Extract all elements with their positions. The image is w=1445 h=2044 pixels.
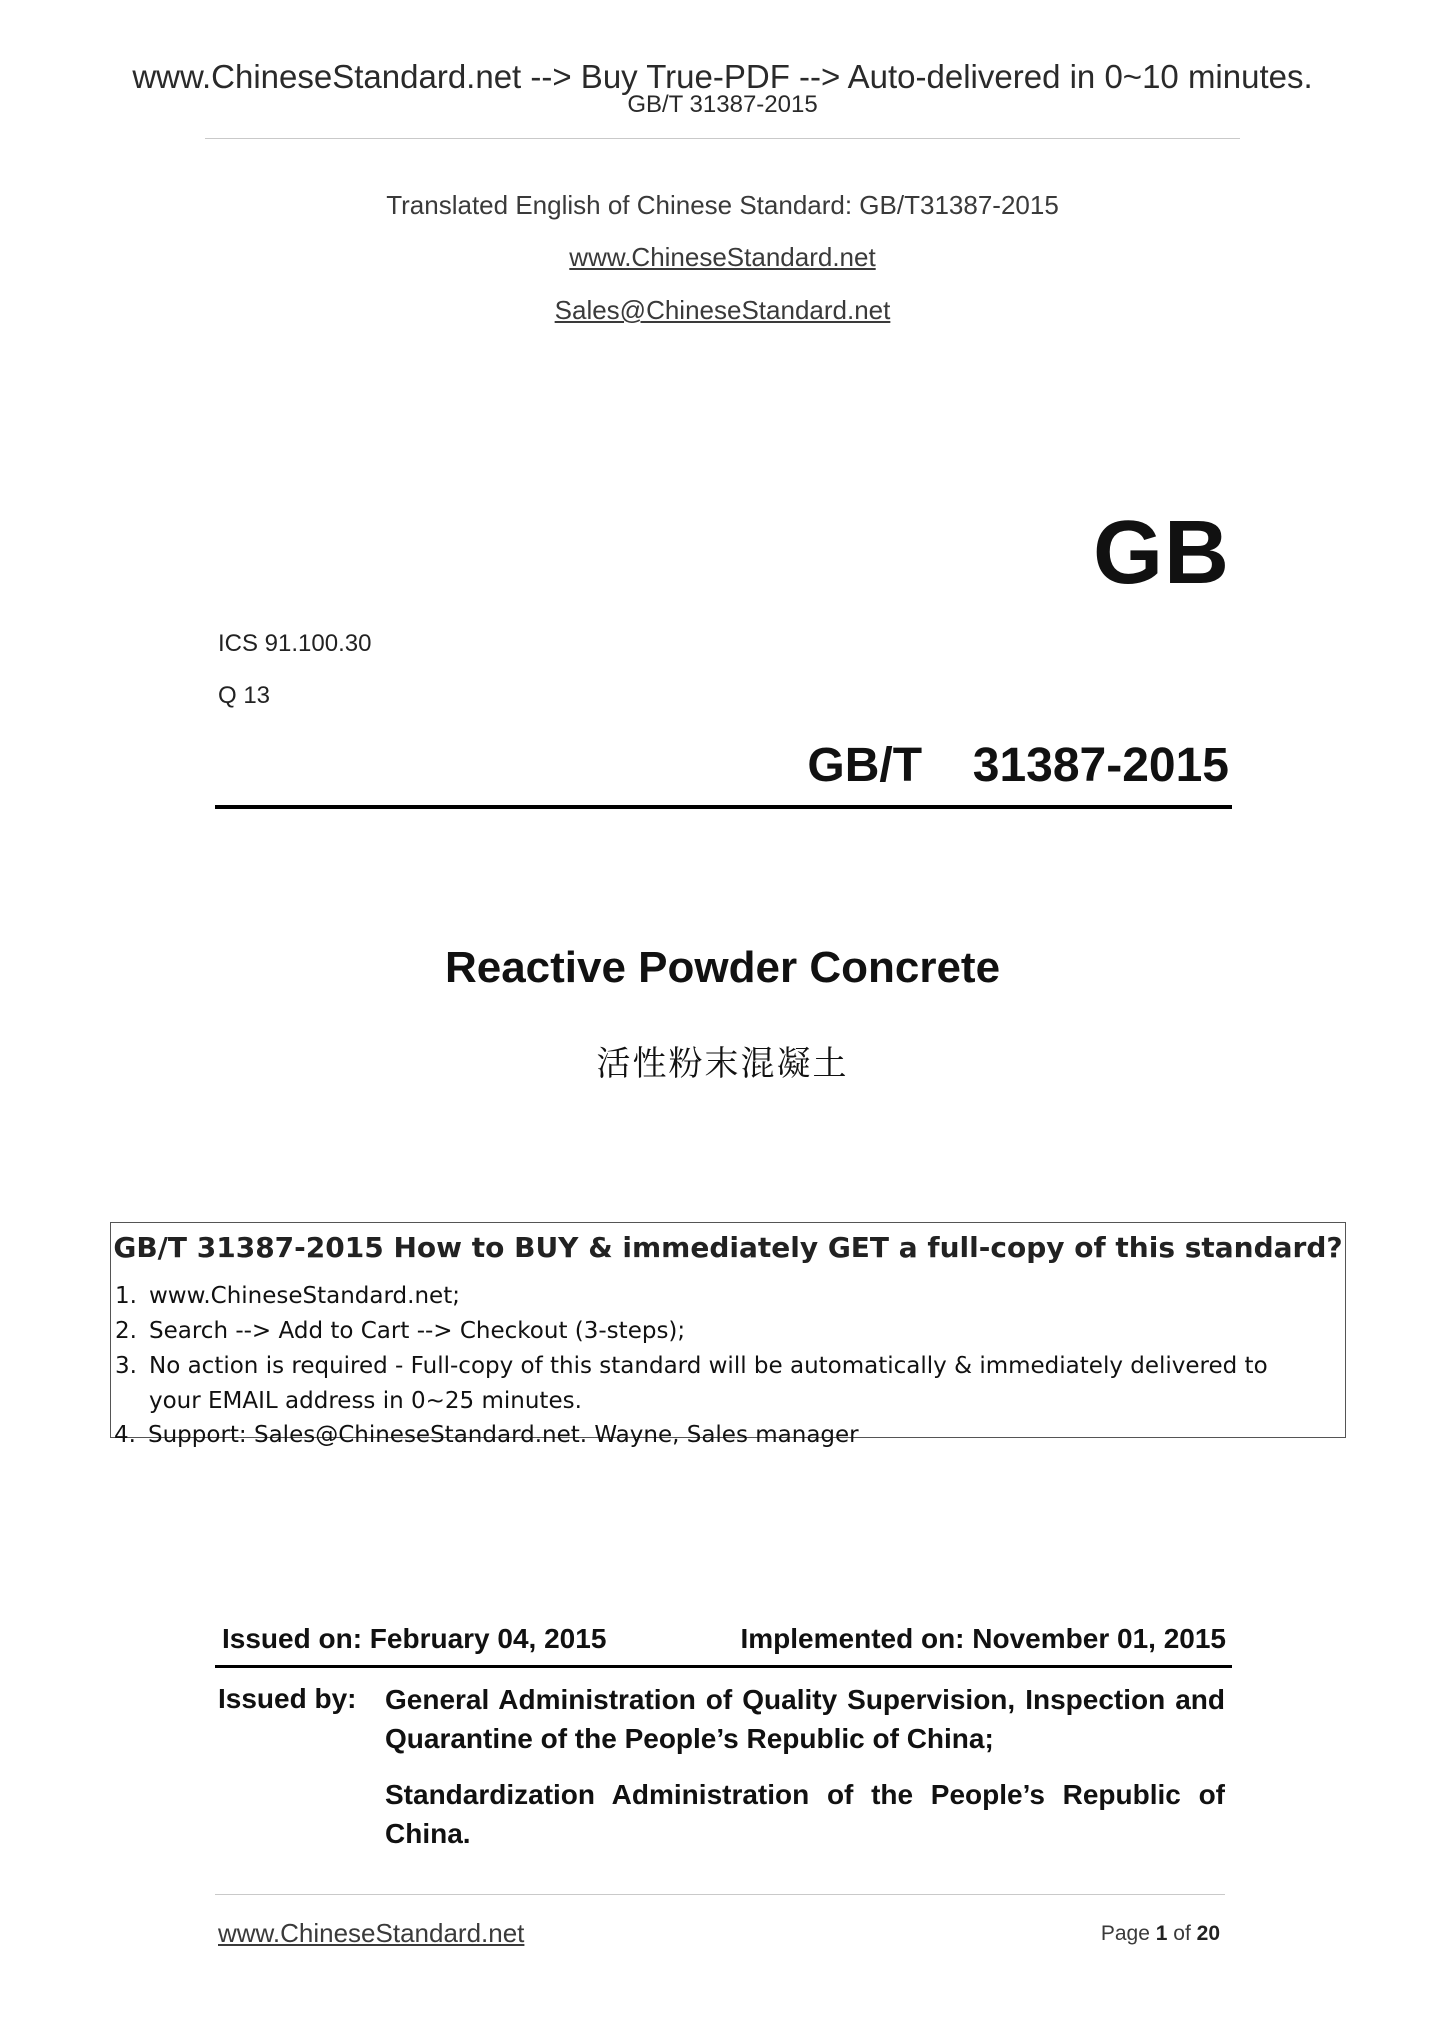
page-of: of xyxy=(1167,1922,1197,1945)
buy-step xyxy=(115,1283,460,1309)
implemented-on: Implemented on: November 01, 2015 xyxy=(740,1623,1226,1654)
buy-step xyxy=(115,1353,1268,1379)
buy-step-text: Search --> Add to Cart --> Checkout (3-steps); xyxy=(149,1318,686,1344)
translated-note: Translated English of Chinese Standard: GB/T31387-2015 xyxy=(386,190,1059,220)
buy-step-number: 1. xyxy=(115,1283,137,1309)
buy-instructions-box xyxy=(110,1222,1346,1438)
header-banner: www.ChineseStandard.net --> Buy True-PDF --> Auto-delivered in 0~10 minutes. xyxy=(132,58,1313,95)
buy-step xyxy=(114,1422,859,1448)
issuer-aqsiq: General Administration of Quality Supervision, Inspection and Quarantine of the People’s Republic of China; xyxy=(385,1684,1225,1754)
page-total: 20 xyxy=(1196,1922,1220,1945)
buy-step-number: 3. xyxy=(115,1353,137,1379)
buy-step-text: No action is required - Full-copy of this standard will be automatically & immediately delivered to xyxy=(149,1353,1268,1379)
sales-email-link[interactable]: Sales@ChineseStandard.net xyxy=(554,295,891,325)
buy-step-text: Support: Sales@ChineseStandard.net. Wayne, Sales manager xyxy=(148,1422,859,1448)
standard-number: GB/T 31387-2015 xyxy=(807,739,1229,792)
buy-step-text[interactable]: www.ChineseStandard.net; xyxy=(149,1283,460,1309)
page-indicator xyxy=(1101,1922,1220,1946)
issue-rule xyxy=(215,1665,1232,1668)
standard-number-rule xyxy=(215,805,1232,809)
title-english: Reactive Powder Concrete xyxy=(444,943,1001,992)
site-link-wrapper xyxy=(0,242,1445,273)
issued-on: Issued on: February 04, 2015 xyxy=(222,1623,607,1654)
issued-by-label: Issued by: xyxy=(218,1683,357,1714)
page-current: 1 xyxy=(1155,1922,1168,1945)
ics-code: ICS 91.100.30 xyxy=(218,630,372,657)
buy-step xyxy=(115,1318,685,1344)
category-code: Q 13 xyxy=(218,682,271,709)
title-chinese: 活性粉末混凝土 xyxy=(596,1044,849,1084)
buy-step-continuation xyxy=(149,1388,582,1414)
sales-link-wrapper xyxy=(0,295,1445,326)
header-standard-code: GB/T 31387-2015 xyxy=(627,91,818,118)
footer-site-link[interactable]: www.ChineseStandard.net xyxy=(218,1918,525,1948)
header-divider xyxy=(205,138,1240,139)
page-prefix: Page xyxy=(1100,1922,1156,1945)
buy-step-number: 4. xyxy=(114,1422,136,1448)
buy-step-number: 2. xyxy=(115,1318,137,1344)
footer-divider xyxy=(215,1894,1225,1895)
gb-mark: GB xyxy=(1093,503,1230,603)
buy-box-title: GB/T 31387-2015 How to BUY & immediately GET a full-copy of this standard? xyxy=(113,1231,1343,1264)
issuer-sac: Standardization Administration of the People’s Republic of China. xyxy=(385,1779,1225,1849)
buy-step-text: your EMAIL address in 0~25 minutes. xyxy=(149,1388,582,1414)
site-link[interactable]: www.ChineseStandard.net xyxy=(569,242,876,272)
